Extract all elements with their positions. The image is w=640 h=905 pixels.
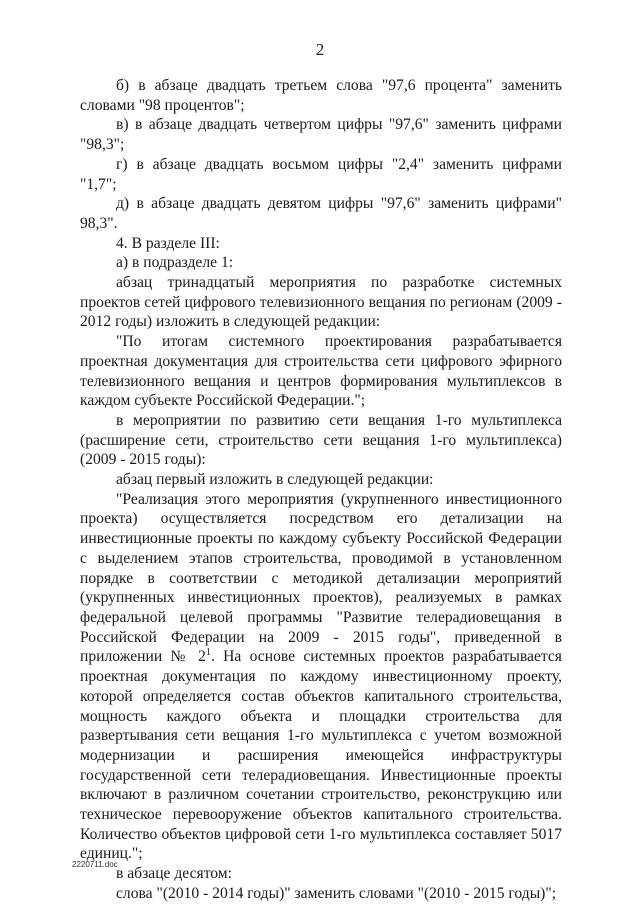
document-body [80, 76, 562, 904]
text-after-sup: . На основе системных проектов разрабатывается проектная документация по каждому инвестиционному проекту, которой определяется состав объектов капитального строительства, мощность каждого объекта и площадки строительства для развертывания сети вещания 1-го мультиплекса с учетом возможной модернизации и расширения имеющейся инфраструктуры государственной сети телерадиовещания. Инвестиционные проекты включают в различном сочетании строительство, реконструкцию или техническое перевооружение объектов капитального строительства. Количество объектов цифровой сети 1-го мультиплекса составляет 5017 единиц."; [80, 648, 562, 863]
paragraph-thirteenth: абзац тринадцатый мероприятия по разработке системных проектов сетей цифрового телевизионного вещания по регионам (2009 - 2012 годы) изложить в следующей редакции: [80, 274, 562, 331]
text-before-sup: "Реализация этого мероприятия (укрупненного инвестиционного проекта) осуществляется посредством его детализации на инвестиционные проекты по каждому субъекту Российской Федерации с выделением этапов строительства, проводимой в установленном порядке в соответствии с методикой детализации мероприятий (укрупненных инвестиционных проектов), реализуемых в рамках федеральной целевой программы "Развитие телерадиовещания в Российской Федерации на 2009 - 2015 годы", приведенной в приложении № 2 [80, 490, 562, 666]
footer-filename: 2220711.doc [72, 860, 118, 869]
paragraph-g: г) в абзаце двадцать восьмом цифры "2,4" заменить цифрами "1,7"; [80, 155, 562, 193]
paragraph-tenth: в абзаце десятом: [116, 865, 233, 883]
section-heading: 4. В разделе III: [116, 234, 220, 252]
paragraph-b: б) в абзаце двадцать третьем слова "97,6 процента" заменить словами "98 процентов"; [80, 77, 562, 114]
paragraph-replace-years: слова "(2010 - 2014 годы)" заменить словами "(2010 - 2015 годы)"; [116, 884, 557, 902]
paragraph-d: д) в абзаце двадцать девятом цифры "97,6" заменить цифрами" 98,3". [80, 195, 562, 232]
superscript: 1 [205, 647, 211, 659]
paragraph-multiplex-event: в мероприятии по развитию сети вещания 1-го мультиплекса (расширение сети, строительство сети вещания 1-го мультиплекса) (2009 - 2015 годы): [80, 411, 562, 469]
paragraph-v: в) в абзаце двадцать четвертом цифры "97,6" заменить цифрами "98,3"; [80, 116, 562, 154]
paragraph-first-edit: абзац первый изложить в следующей редакции: [116, 471, 434, 489]
paragraph-quote-system-design: "По итогам системного проектирования разрабатывается проектная документация для строительства сети цифрового эфирного телевизионного вещания и центров формирования мультиплексов в каждом субъекте Российской Федерации."; [80, 333, 562, 410]
paragraph-quote-implementation [80, 490, 562, 864]
page-number: 2 [315, 40, 325, 59]
subsection-heading: а) в подразделе 1: [116, 254, 234, 272]
